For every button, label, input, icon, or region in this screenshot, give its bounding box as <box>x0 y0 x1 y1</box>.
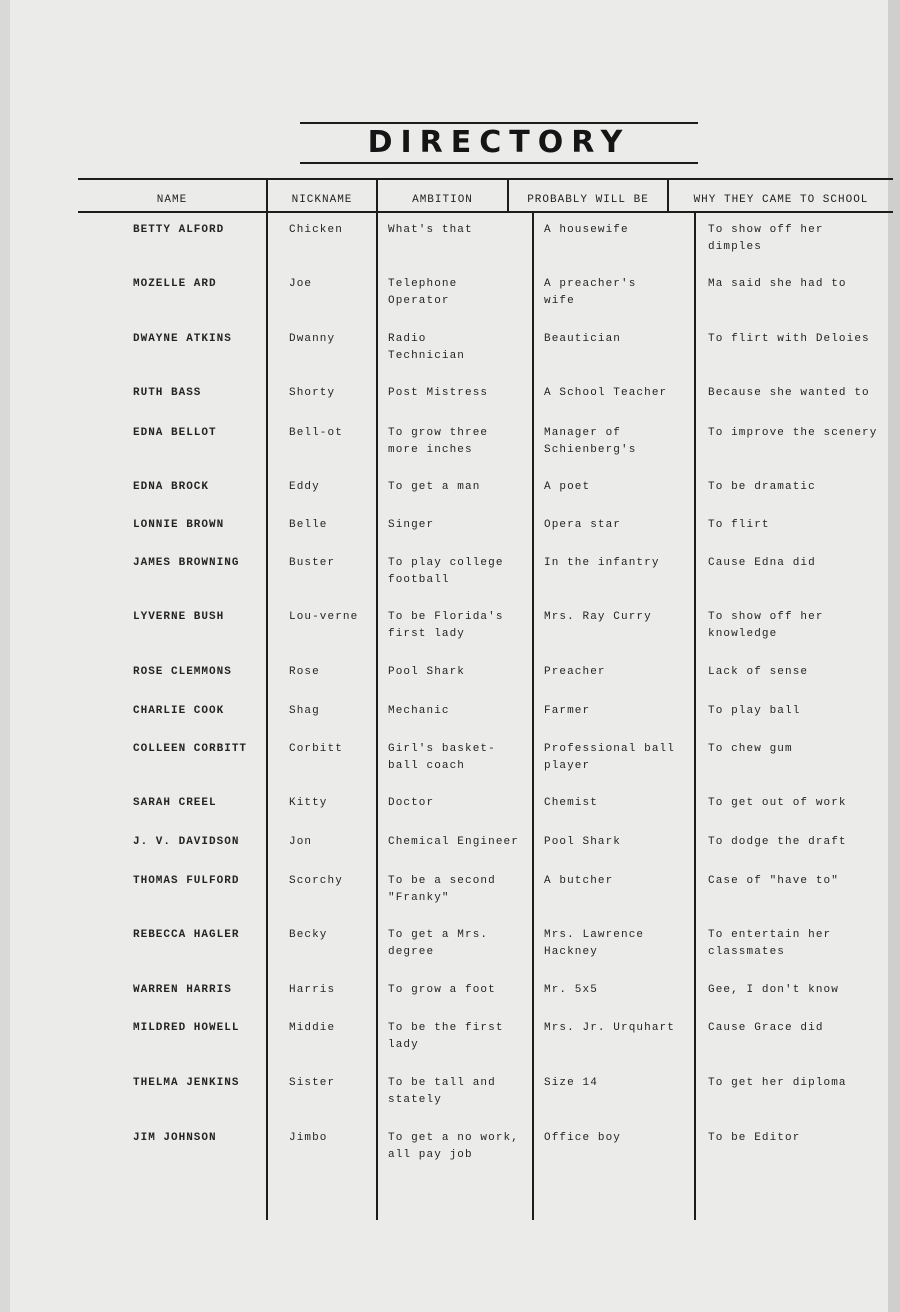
cell-name: EDNA BELLOT <box>133 427 217 439</box>
cell-probably <box>544 703 590 720</box>
cell-ambition <box>388 385 488 402</box>
cell-line: To improve the scenery <box>708 427 878 439</box>
cell-nickname: Middie <box>289 1022 336 1034</box>
cell-line: player <box>544 760 591 772</box>
cell-line: To show off her <box>708 224 824 236</box>
cell-line: To show off her <box>708 611 824 623</box>
cell-probably <box>544 517 621 534</box>
cell-nickname: Eddy <box>289 481 320 493</box>
cell-probably <box>544 927 644 961</box>
cell-line: Cause Grace did <box>708 1022 824 1034</box>
cell-name: CHARLIE COOK <box>133 705 225 717</box>
cell-line: A School Teacher <box>544 387 668 399</box>
cell-line: Cause Edna did <box>708 557 816 569</box>
cell-nickname: Joe <box>289 278 313 290</box>
cell-nickname: Corbitt <box>289 743 343 755</box>
cell-line: Mechanic <box>388 705 450 717</box>
cell-ambition <box>388 927 488 961</box>
column-divider <box>266 178 268 1220</box>
cell-ambition <box>388 555 504 589</box>
cell-line: ball coach <box>388 760 466 772</box>
cell-line: A butcher <box>544 875 614 887</box>
cell-probably <box>544 331 621 348</box>
cell-ambition <box>388 517 434 534</box>
cell-nickname: Buster <box>289 557 336 569</box>
cell-line: What's that <box>388 224 473 236</box>
cell-line: To play college <box>388 557 504 569</box>
cell-nickname: Harris <box>289 984 336 996</box>
cell-line: lady <box>388 1039 419 1051</box>
cell-line: first lady <box>388 628 466 640</box>
header-bottom-rule <box>78 211 893 213</box>
cell-line: To be the first <box>388 1022 504 1034</box>
cell-line: To grow a foot <box>388 984 496 996</box>
cell-why <box>708 703 800 720</box>
cell-nickname: Bell-ot <box>289 427 343 439</box>
cell-probably <box>544 1130 621 1147</box>
cell-probably <box>544 555 660 572</box>
cell-line: Case of "have to" <box>708 875 839 887</box>
cell-line: Preacher <box>544 666 606 678</box>
cell-line: degree <box>388 946 435 958</box>
cell-line: Size 14 <box>544 1077 598 1089</box>
cell-ambition <box>388 331 465 365</box>
cell-nickname: Kitty <box>289 797 328 809</box>
cell-name: LYVERNE BUSH <box>133 611 225 623</box>
cell-line: Radio <box>388 333 427 345</box>
cell-line: Doctor <box>388 797 435 809</box>
cell-line: To be a second <box>388 875 496 887</box>
cell-name: J. V. DAVIDSON <box>133 836 240 848</box>
cell-line: Schienberg's <box>544 444 637 456</box>
cell-name: COLLEEN CORBITT <box>133 743 248 755</box>
cell-line: Hackney <box>544 946 598 958</box>
cell-line: To entertain her <box>708 929 832 941</box>
cell-line: Farmer <box>544 705 591 717</box>
cell-nickname: Lou-verne <box>289 611 359 623</box>
cell-name: THELMA JENKINS <box>133 1077 240 1089</box>
cell-why <box>708 385 870 402</box>
cell-probably <box>544 479 590 496</box>
cell-line: Telephone <box>388 278 458 290</box>
cell-probably <box>544 873 613 890</box>
cell-line: Girl's basket- <box>388 743 496 755</box>
cell-name: BETTY ALFORD <box>133 224 225 236</box>
cell-name: THOMAS FULFORD <box>133 875 240 887</box>
cell-ambition <box>388 1075 496 1109</box>
cell-name: JIM JOHNSON <box>133 1132 217 1144</box>
cell-line: all pay job <box>388 1149 473 1161</box>
cell-probably <box>544 741 675 775</box>
cell-line: knowledge <box>708 628 778 640</box>
column-divider <box>694 212 696 1220</box>
cell-line: Post Mistress <box>388 387 489 399</box>
cell-why <box>708 741 793 758</box>
cell-name: RUTH BASS <box>133 387 202 399</box>
cell-line: more inches <box>388 444 473 456</box>
cell-ambition <box>388 479 480 496</box>
cell-line: In the infantry <box>544 557 660 569</box>
cell-line: To get out of work <box>708 797 847 809</box>
cell-nickname: Shag <box>289 705 320 717</box>
cell-name: SARAH CREEL <box>133 797 217 809</box>
header-probably-will-be: PROBABLY WILL BE <box>527 194 649 206</box>
column-divider <box>376 178 378 1220</box>
cell-line: Opera star <box>544 519 622 531</box>
cell-line: A poet <box>544 481 591 493</box>
cell-why <box>708 834 847 851</box>
column-divider <box>532 212 534 1220</box>
cell-nickname: Scorchy <box>289 875 343 887</box>
cell-why <box>708 927 831 961</box>
cell-line: Office boy <box>544 1132 622 1144</box>
cell-why <box>708 517 770 534</box>
cell-nickname: Jon <box>289 836 313 848</box>
cell-line: To be Editor <box>708 1132 801 1144</box>
cell-line: Beautician <box>544 333 622 345</box>
cell-line: Chemical Engineer <box>388 836 519 848</box>
cell-probably <box>544 795 598 812</box>
cell-name: MOZELLE ARD <box>133 278 217 290</box>
cell-line: Mrs. Ray Curry <box>544 611 652 623</box>
cell-probably <box>544 834 621 851</box>
cell-line: Mrs. Jr. Urquhart <box>544 1022 675 1034</box>
cell-line: Technician <box>388 350 466 362</box>
cell-probably <box>544 385 667 402</box>
cell-line: A preacher's <box>544 278 637 290</box>
cell-line: To get a Mrs. <box>388 929 489 941</box>
cell-name: REBECCA HAGLER <box>133 929 240 941</box>
cell-probably <box>544 1020 675 1037</box>
cell-name: JAMES BROWNING <box>133 557 240 569</box>
cell-ambition <box>388 425 488 459</box>
cell-line: Ma said she had to <box>708 278 847 290</box>
cell-why <box>708 276 847 293</box>
cell-nickname: Becky <box>289 929 328 941</box>
cell-ambition <box>388 703 450 720</box>
header-top-rule <box>78 178 893 180</box>
cell-ambition <box>388 1130 519 1164</box>
cell-why <box>708 609 824 643</box>
cell-probably <box>544 276 636 310</box>
cell-line: football <box>388 574 450 586</box>
cell-line: Gee, I don't know <box>708 984 839 996</box>
cell-probably <box>544 425 636 459</box>
cell-why <box>708 425 877 442</box>
cell-name: WARREN HARRIS <box>133 984 232 996</box>
cell-line: stately <box>388 1094 442 1106</box>
cell-line: Mrs. Lawrence <box>544 929 645 941</box>
cell-ambition <box>388 834 519 851</box>
cell-why <box>708 555 816 572</box>
cell-line: To flirt with Deloies <box>708 333 870 345</box>
cell-ambition <box>388 609 504 643</box>
cell-line: To play ball <box>708 705 801 717</box>
cell-ambition <box>388 982 496 999</box>
cell-ambition <box>388 1020 504 1054</box>
cell-line: Manager of <box>544 427 622 439</box>
cell-name: LONNIE BROWN <box>133 519 225 531</box>
cell-why <box>708 1020 824 1037</box>
cell-why <box>708 795 847 812</box>
cell-name: DWAYNE ATKINS <box>133 333 232 345</box>
cell-line: Operator <box>388 295 450 307</box>
page-left-edge <box>0 0 10 1312</box>
header-nickname: NICKNAME <box>291 194 353 206</box>
cell-nickname: Sister <box>289 1077 336 1089</box>
cell-why <box>708 873 839 890</box>
cell-line: To be dramatic <box>708 481 816 493</box>
cell-line: wife <box>544 295 575 307</box>
cell-probably <box>544 982 598 999</box>
cell-name: MILDRED HOWELL <box>133 1022 240 1034</box>
header-why-came: WHY THEY CAME TO SCHOOL <box>693 194 869 206</box>
cell-nickname: Rose <box>289 666 320 678</box>
cell-line: classmates <box>708 946 786 958</box>
cell-why <box>708 222 824 256</box>
cell-line: "Franky" <box>388 892 450 904</box>
cell-probably <box>544 1075 598 1092</box>
cell-line: dimples <box>708 241 762 253</box>
cell-line: To be Florida's <box>388 611 504 623</box>
cell-why <box>708 331 870 348</box>
cell-line: Because she wanted to <box>708 387 870 399</box>
cell-nickname: Shorty <box>289 387 336 399</box>
cell-nickname: Chicken <box>289 224 343 236</box>
cell-line: Pool Shark <box>544 836 622 848</box>
cell-line: To get a no work, <box>388 1132 519 1144</box>
cell-ambition <box>388 873 496 907</box>
cell-line: To chew gum <box>708 743 793 755</box>
cell-ambition <box>388 664 465 681</box>
cell-line: Lack of sense <box>708 666 809 678</box>
cell-line: To be tall and <box>388 1077 496 1089</box>
header-ambition: AMBITION <box>412 194 473 206</box>
cell-probably <box>544 609 652 626</box>
cell-ambition <box>388 741 496 775</box>
cell-why <box>708 1130 800 1147</box>
cell-line: To flirt <box>708 519 770 531</box>
cell-line: A housewife <box>544 224 629 236</box>
cell-why <box>708 479 816 496</box>
cell-line: Singer <box>388 519 435 531</box>
cell-why <box>708 664 808 681</box>
cell-line: To dodge the draft <box>708 836 847 848</box>
cell-name: ROSE CLEMMONS <box>133 666 232 678</box>
cell-probably <box>544 222 629 239</box>
cell-ambition <box>388 276 457 310</box>
cell-line: Mr. 5x5 <box>544 984 598 996</box>
page-title: DIRECTORY <box>300 122 698 164</box>
cell-line: To grow three <box>388 427 489 439</box>
cell-ambition <box>388 222 473 239</box>
cell-line: To get her diploma <box>708 1077 847 1089</box>
cell-line: Chemist <box>544 797 598 809</box>
cell-line: To get a man <box>388 481 481 493</box>
cell-name: EDNA BROCK <box>133 481 210 493</box>
cell-probably <box>544 664 606 681</box>
cell-ambition <box>388 795 434 812</box>
cell-why <box>708 1075 847 1092</box>
cell-line: Professional ball <box>544 743 675 755</box>
cell-line: Pool Shark <box>388 666 466 678</box>
cell-nickname: Belle <box>289 519 328 531</box>
cell-nickname: Jimbo <box>289 1132 328 1144</box>
header-name: NAME <box>156 194 188 206</box>
cell-nickname: Dwanny <box>289 333 336 345</box>
cell-why <box>708 982 839 999</box>
